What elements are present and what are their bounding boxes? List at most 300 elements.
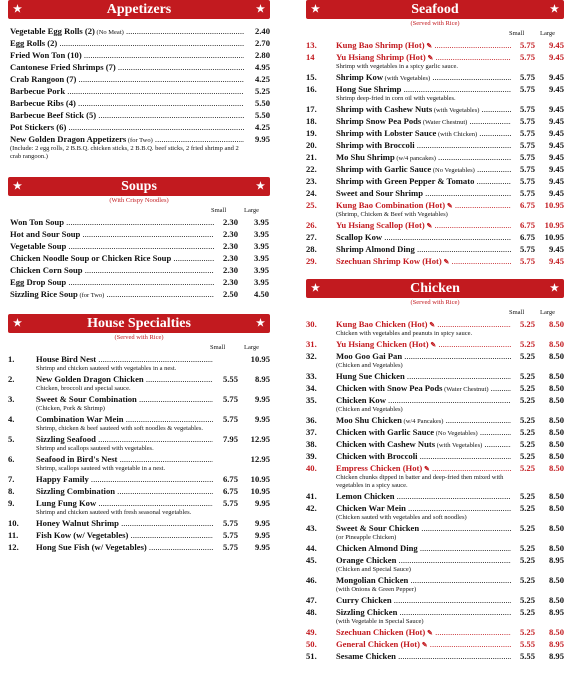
item-number: 2. — [8, 374, 15, 384]
chili-pepper-icon: ✎ — [445, 202, 453, 210]
item-description: Shrimp, chicken & beef sauteed with soft noodles & vegetables. — [36, 425, 203, 432]
soups-item — [8, 264, 270, 276]
chicken-list — [306, 318, 564, 662]
item-name-text: Chicken Corn Soup — [10, 265, 83, 275]
item-name-text: Egg Rolls (2) — [10, 38, 58, 48]
large-price: 8.50 — [537, 450, 564, 462]
chicken-title: Chicken — [410, 281, 460, 296]
house-item — [8, 517, 270, 529]
item-number: 14 — [306, 52, 315, 62]
house-list — [8, 353, 270, 553]
item-number: 10. — [8, 518, 19, 528]
small-price: 5.25 — [511, 438, 535, 450]
item-name-text: Szechuan Chicken (Hot) — [336, 627, 426, 637]
seafood-item — [306, 71, 564, 83]
item-name-text: Hong Sue Fish (w/ Vegetables) — [36, 542, 147, 552]
house-item — [8, 529, 270, 541]
small-price: 5.75 — [511, 243, 535, 255]
item-name-text: Chicken Kow — [336, 395, 386, 405]
large-label: Large — [540, 309, 556, 316]
seafood-item — [306, 127, 564, 139]
house-item — [8, 541, 270, 553]
item-price: 2.70 — [244, 37, 270, 49]
item-name — [10, 276, 214, 288]
small-price: 2.30 — [214, 252, 238, 264]
small-price: 5.25 — [511, 542, 535, 554]
small-price: 5.75 — [213, 529, 238, 541]
large-price: 8.50 — [537, 438, 564, 450]
item-number: 44. — [306, 543, 317, 553]
item-description: (Include: 2 egg rolls, 2 B.B.Q. chicken sticks, 2 B.B.Q. beef sticks, 2 fried shrimp and 2 crab rangoon.) — [10, 145, 239, 160]
item-note: (Water Chestnut) — [421, 119, 468, 126]
large-price: 8.50 — [537, 626, 564, 638]
item-name-text: Cantonese Fried Shrimps (7) — [10, 62, 116, 72]
appetizers-item — [8, 37, 270, 49]
item-name-text: Chicken Noodle Soup or Chicken Rice Soup — [10, 253, 172, 263]
small-price: 5.25 — [511, 450, 535, 462]
item-name-text: Scallop Kow — [336, 232, 383, 242]
soups-item — [8, 252, 270, 264]
house-item — [8, 485, 270, 497]
item-name — [336, 554, 511, 566]
small-price: 5.75 — [511, 51, 535, 63]
large-price: 9.95 — [241, 497, 270, 509]
star-icon: ★ — [550, 4, 559, 15]
item-name — [336, 522, 511, 534]
seafood-item — [306, 115, 564, 127]
item-description: (Chicken and Vegetables) — [336, 406, 403, 413]
item-name-text: Chicken with Garlic Sauce — [336, 427, 435, 437]
chili-pepper-icon: ✎ — [428, 341, 437, 349]
item-name-text: Chicken Almond Ding — [336, 543, 418, 553]
item-description: (Chicken, Pork & Shrimp) — [36, 405, 105, 412]
chicken-item — [306, 414, 564, 426]
small-price: 5.75 — [213, 413, 238, 425]
star-icon: ★ — [13, 4, 22, 15]
item-name-text: Orange Chicken — [336, 555, 397, 565]
large-price: 8.50 — [537, 426, 564, 438]
chili-pepper-icon: ✎ — [422, 465, 430, 473]
chicken-item — [306, 318, 564, 330]
item-name-text: Sizzling Combination — [36, 486, 116, 496]
chicken-item — [306, 650, 564, 662]
large-price: 9.45 — [537, 175, 564, 187]
item-name — [336, 370, 511, 382]
chicken-item — [306, 574, 564, 586]
large-price: 9.45 — [537, 139, 564, 151]
chicken-item — [306, 554, 564, 566]
large-price: 8.50 — [537, 394, 564, 406]
seafood-item — [306, 255, 564, 267]
large-price: 3.95 — [243, 276, 269, 288]
seafood-item — [306, 151, 564, 163]
small-price: 5.25 — [511, 394, 535, 406]
item-name-text: Mo Shu Shrimp — [336, 152, 395, 162]
item-name — [336, 51, 511, 64]
large-price: 10.95 — [241, 485, 270, 497]
item-number: 6. — [8, 454, 15, 464]
item-number: 37. — [306, 427, 317, 437]
item-number: 9. — [8, 498, 15, 508]
item-name — [36, 473, 213, 485]
item-name-text: Shrimp Snow Pea Pods — [336, 116, 422, 126]
small-price: 6.75 — [213, 485, 238, 497]
large-price: 8.50 — [537, 574, 564, 586]
item-name — [10, 216, 214, 228]
house-item — [8, 497, 270, 509]
large-price: 9.45 — [537, 163, 564, 175]
large-price: 8.95 — [537, 554, 564, 566]
chicken-item — [306, 502, 564, 514]
small-price: 5.25 — [511, 522, 535, 534]
large-price: 3.95 — [243, 228, 269, 240]
chicken-item — [306, 438, 564, 450]
seafood-item — [306, 187, 564, 199]
item-number: 1. — [8, 354, 15, 364]
large-price: 8.50 — [537, 370, 564, 382]
seafood-item — [306, 231, 564, 243]
item-number: 23. — [306, 176, 317, 186]
soups-item — [8, 216, 270, 228]
small-price: 7.95 — [213, 433, 238, 445]
item-name-text: Hong Sue Shrimp — [336, 84, 402, 94]
large-price: 8.95 — [241, 373, 270, 385]
item-name-text: Barbecue Beef Stick (5) — [10, 110, 97, 120]
item-name — [10, 228, 214, 240]
item-name — [10, 288, 214, 302]
chili-pepper-icon: ✎ — [425, 54, 434, 62]
item-number: 32. — [306, 351, 317, 361]
item-name — [336, 318, 511, 331]
small-price: 5.75 — [213, 393, 238, 405]
chicken-banner — [306, 279, 564, 298]
large-price: 9.45 — [537, 83, 564, 95]
item-name — [336, 350, 511, 362]
item-name-text: Combination War Mein — [36, 414, 124, 424]
item-number: 48. — [306, 607, 317, 617]
chili-pepper-icon: ✎ — [425, 629, 433, 637]
chili-pepper-icon: ✎ — [441, 258, 450, 266]
chicken-item — [306, 462, 564, 474]
item-number: 5. — [8, 434, 15, 444]
item-number: 38. — [306, 439, 317, 449]
large-price: 12.95 — [241, 453, 270, 465]
appetizers-item — [8, 121, 270, 133]
small-price: 5.75 — [511, 175, 535, 187]
item-description: Shrimp and scallops sauteed with vegetables. — [36, 445, 154, 452]
item-name — [10, 85, 244, 97]
item-number: 15. — [306, 72, 317, 82]
item-number: 45. — [306, 555, 317, 565]
large-price: 9.45 — [537, 127, 564, 139]
item-name-text: Egg Drop Soup — [10, 277, 67, 287]
item-number: 43. — [306, 523, 317, 533]
small-price: 2.30 — [214, 276, 238, 288]
small-price: 5.25 — [511, 382, 535, 394]
large-label: Large — [540, 30, 556, 37]
house-item — [8, 453, 270, 465]
small-price: 5.75 — [511, 71, 535, 83]
item-name-text: Moo Goo Gai Pan — [336, 351, 403, 361]
chicken-item — [306, 542, 564, 554]
item-name — [336, 450, 511, 462]
star-icon: ★ — [256, 318, 265, 329]
large-price: 8.50 — [537, 462, 564, 474]
item-number: 49. — [306, 627, 317, 637]
item-note: (with Vegetables) — [432, 107, 480, 114]
house-title: House Specialties — [87, 316, 191, 331]
item-number: 41. — [306, 491, 317, 501]
small-price: 5.25 — [511, 574, 535, 586]
house-item — [8, 433, 270, 445]
item-number: 27. — [306, 232, 317, 242]
house-item — [8, 393, 270, 405]
item-name-text: Seafood in Bird's Nest — [36, 454, 118, 464]
small-price: 2.50 — [214, 288, 238, 300]
item-name — [10, 61, 244, 73]
item-name — [336, 650, 511, 662]
appetizers-item — [8, 109, 270, 121]
seafood-item — [306, 243, 564, 255]
right-column — [306, 0, 564, 662]
item-name — [336, 243, 511, 255]
item-name-text: Kung Bao Combination (Hot) — [336, 200, 446, 210]
chicken-item — [306, 606, 564, 618]
item-name — [336, 462, 511, 475]
item-price: 2.40 — [244, 25, 270, 37]
small-label: Small — [509, 30, 525, 37]
item-number: 34. — [306, 383, 317, 393]
small-price: 5.25 — [511, 462, 535, 474]
small-price: 5.25 — [511, 350, 535, 362]
item-name-text: Yu Hsiang Shrimp (Hot) — [336, 52, 426, 62]
item-description: Shrimp with vegetables in a spicy garlic sauce. — [336, 63, 459, 70]
item-name — [36, 453, 213, 465]
item-number: 24. — [306, 188, 317, 198]
item-number: 12. — [8, 542, 19, 552]
item-name-text: Sesame Chicken — [336, 651, 396, 661]
appetizers-item — [8, 61, 270, 73]
large-price: 8.50 — [537, 542, 564, 554]
large-price: 10.95 — [537, 199, 564, 211]
item-number: 8. — [8, 486, 15, 496]
item-name-text: Shrimp with Broccoli — [336, 140, 415, 150]
large-price: 8.50 — [537, 382, 564, 394]
item-name — [336, 83, 511, 95]
small-price: 5.25 — [511, 502, 535, 514]
star-icon: ★ — [311, 283, 320, 294]
item-name-text: Sweet & Sour Combination — [36, 394, 137, 404]
item-name — [336, 490, 511, 502]
chicken-size-header — [306, 307, 564, 318]
house-item — [8, 373, 270, 385]
item-note: (No Meat) — [94, 29, 124, 36]
item-number: 22. — [306, 164, 317, 174]
item-number: 13. — [306, 40, 317, 50]
large-price: 10.95 — [241, 353, 270, 365]
item-description: (with Onions & Green Pepper) — [336, 586, 417, 593]
chicken-item — [306, 382, 564, 394]
item-number: 30. — [306, 319, 317, 329]
item-note: (for Two) — [126, 137, 153, 144]
appetizers-item — [8, 73, 270, 85]
large-price: 9.45 — [537, 51, 564, 63]
item-name-text: Chicken with Snow Pea Pods — [336, 383, 443, 393]
item-name-text: Kung Bao Shrimp (Hot) — [336, 40, 425, 50]
item-note: (with Chicken) — [436, 131, 478, 138]
small-price: 5.25 — [511, 626, 535, 638]
large-price: 4.50 — [243, 288, 269, 300]
small-price: 5.75 — [213, 541, 238, 553]
item-name-text: Szechuan Shrimp Kow (Hot) — [336, 256, 442, 266]
item-name-text: Kung Bao Chicken (Hot) — [336, 319, 428, 329]
chicken-item — [306, 338, 564, 350]
item-note: (w/4 pancakes) — [394, 155, 436, 162]
appetizers-item — [8, 25, 270, 37]
small-price: 5.25 — [511, 554, 535, 566]
item-name-text: Sizzling Rice Soup — [10, 289, 78, 299]
item-price: 5.50 — [244, 109, 270, 121]
item-number: 35. — [306, 395, 317, 405]
item-name-text: Shrimp with Cashew Nuts — [336, 104, 433, 114]
appetizers-item — [8, 49, 270, 61]
small-price: 5.25 — [511, 606, 535, 618]
item-number: 50. — [306, 639, 317, 649]
star-icon: ★ — [13, 181, 22, 192]
item-name-text: Happy Family — [36, 474, 89, 484]
small-price: 6.75 — [511, 219, 535, 231]
small-price: 5.25 — [511, 426, 535, 438]
item-name-text: Shrimp Almond Ding — [336, 244, 415, 254]
item-description: Shrimp deep-fried in corn oil with vegetables. — [336, 95, 456, 102]
item-name-text: Crab Rangoon (7) — [10, 74, 77, 84]
item-description: (Shrimp, Chicken & Beef with Vegetables) — [336, 211, 448, 218]
item-name-text: New Golden Dragon Chicken — [36, 374, 144, 384]
item-number: 19. — [306, 128, 317, 138]
item-description: Shrimp and chicken sauteed with vegetables in a nest. — [36, 365, 177, 372]
item-name — [36, 433, 213, 445]
item-name-text: Fish Kow (w/ Vegetables) — [36, 530, 129, 540]
item-number: 39. — [306, 451, 317, 461]
chicken-item — [306, 490, 564, 502]
large-price: 9.95 — [241, 517, 270, 529]
chicken-item — [306, 426, 564, 438]
item-name — [336, 594, 511, 606]
seafood-banner — [306, 0, 564, 19]
item-name-text: Chicken with Broccoli — [336, 451, 418, 461]
small-price: 2.30 — [214, 216, 238, 228]
item-name-text: Chicken War Mein — [336, 503, 406, 513]
item-name — [36, 529, 213, 541]
star-icon: ★ — [550, 283, 559, 294]
item-number: 46. — [306, 575, 317, 585]
item-name-text: Barbecue Ribs (4) — [10, 98, 76, 108]
star-icon: ★ — [256, 4, 265, 15]
small-price: 5.55 — [511, 650, 535, 662]
item-name — [10, 133, 244, 147]
chicken-subtitle: (Served with Rice) — [410, 299, 460, 306]
large-price: 9.45 — [537, 187, 564, 199]
chicken-item — [306, 522, 564, 534]
item-name-text: House Bird Nest — [36, 354, 97, 364]
soups-size-header — [8, 205, 270, 216]
item-name — [336, 255, 511, 268]
item-name — [10, 109, 244, 121]
star-icon: ★ — [256, 181, 265, 192]
item-name — [36, 393, 213, 405]
item-name — [336, 187, 511, 199]
item-number: 4. — [8, 414, 15, 424]
item-price: 9.95 — [244, 133, 270, 145]
item-name — [36, 541, 213, 553]
appetizers-list — [8, 25, 270, 161]
seafood-list — [306, 39, 564, 267]
item-number: 3. — [8, 394, 15, 404]
item-name-text: Curry Chicken — [336, 595, 392, 605]
item-number: 20. — [306, 140, 317, 150]
large-price: 3.95 — [243, 252, 269, 264]
large-price: 3.95 — [243, 216, 269, 228]
item-name-text: Empress Chicken (Hot) — [336, 463, 423, 473]
soups-title: Soups — [121, 179, 157, 194]
chili-pepper-icon: ✎ — [424, 42, 433, 50]
soups-item — [8, 276, 270, 288]
item-name — [336, 502, 511, 514]
item-note: (with Vegetables) — [383, 75, 431, 82]
chili-pepper-icon: ✎ — [424, 222, 433, 230]
item-name-text: Barbecue Pork — [10, 86, 66, 96]
large-price: 9.45 — [537, 255, 564, 267]
item-number: 29. — [306, 256, 317, 266]
soups-list — [8, 216, 270, 300]
item-name-text: Shrimp with Garlic Sauce — [336, 164, 432, 174]
house-size-header — [8, 342, 270, 353]
item-name-text: Sweet & Sour Chicken — [336, 523, 420, 533]
large-price: 10.95 — [537, 219, 564, 231]
chicken-item — [306, 626, 564, 638]
chicken-item — [306, 638, 564, 650]
chicken-item — [306, 450, 564, 462]
chili-pepper-icon: ✎ — [420, 641, 428, 649]
item-name — [36, 353, 213, 365]
large-price: 8.50 — [537, 318, 564, 330]
soups-item — [8, 228, 270, 240]
seafood-item — [306, 163, 564, 175]
star-icon: ★ — [311, 4, 320, 15]
small-price: 5.75 — [213, 497, 238, 509]
seafood-item — [306, 83, 564, 95]
chili-pepper-icon: ✎ — [427, 321, 436, 329]
item-number: 21. — [306, 152, 317, 162]
item-name — [10, 49, 244, 61]
item-name — [10, 37, 244, 49]
small-price: 5.75 — [511, 115, 535, 127]
item-price: 5.50 — [244, 97, 270, 109]
item-name-text: Honey Walnut Shrimp — [36, 518, 119, 528]
appetizers-item — [8, 133, 270, 145]
large-price: 10.95 — [537, 231, 564, 243]
item-number: 25. — [306, 200, 317, 210]
large-price: 9.45 — [537, 243, 564, 255]
item-name-text: Lemon Chicken — [336, 491, 395, 501]
large-price: 8.95 — [537, 650, 564, 662]
item-description: Shrimp, scallops sauteed with vegetable in a nest. — [36, 465, 166, 472]
item-number: 7. — [8, 474, 15, 484]
large-price: 8.95 — [537, 638, 564, 650]
seafood-item — [306, 51, 564, 63]
house-banner — [8, 314, 270, 333]
large-price: 8.50 — [537, 338, 564, 350]
